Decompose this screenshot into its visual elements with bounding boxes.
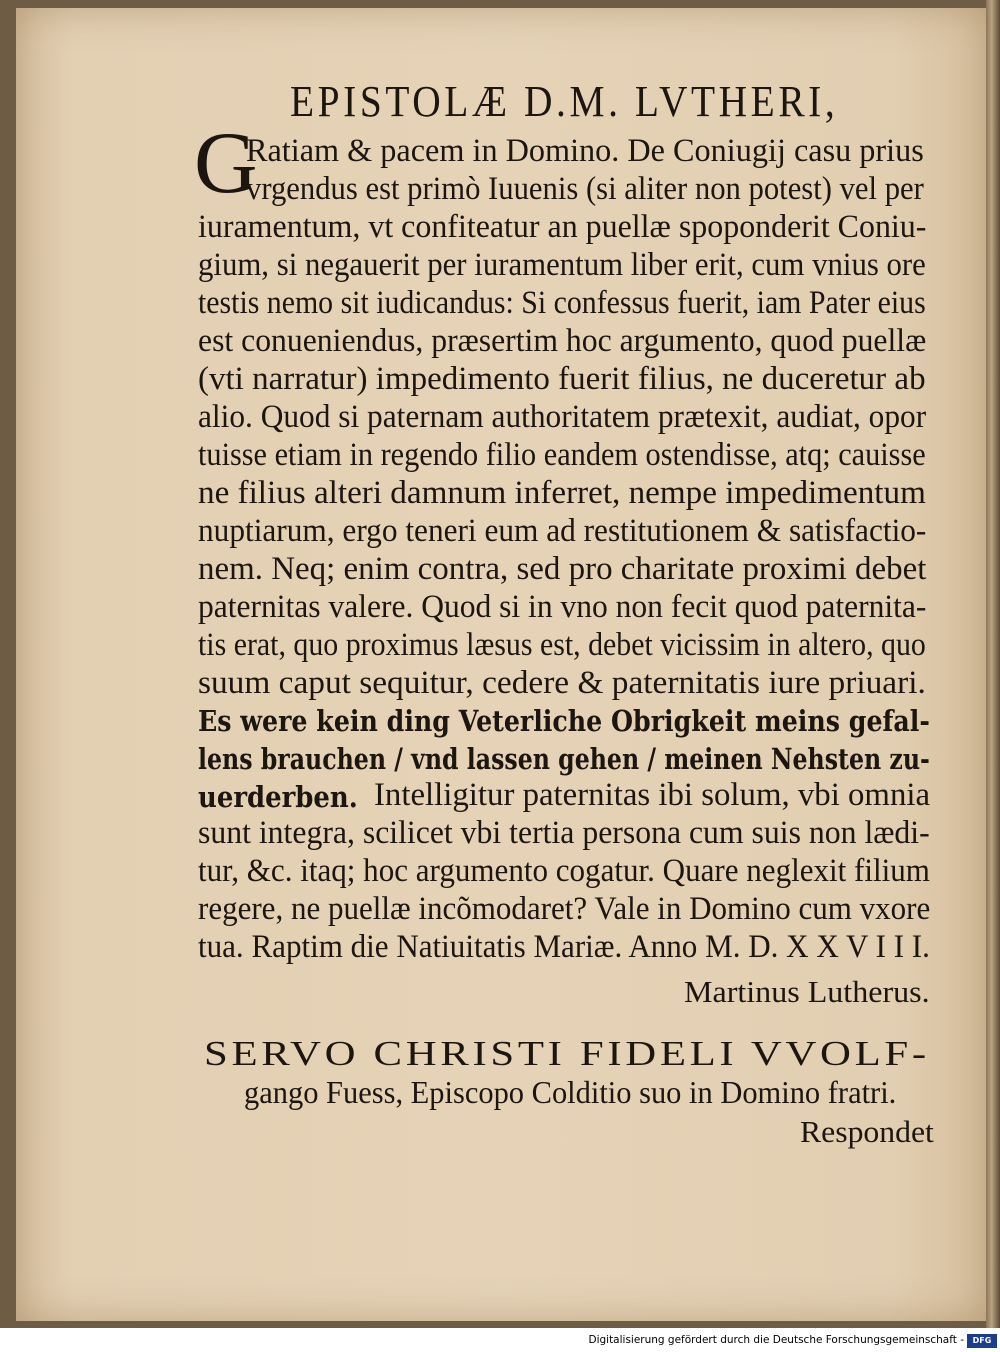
body-line: nem. Neq; enim contra, sed pro charitate proximi debet — [198, 551, 927, 587]
body-line: tis erat, quo proximus læsus est, debet vicissim in altero, quo — [198, 627, 926, 663]
body-line: tur, &c. itaq; hoc argumento cogatur. Quare neglexit filium — [198, 853, 930, 889]
body-line: tua. Raptim die Natiuitatis Mariæ. Anno M. D. X X V I I I. — [198, 929, 930, 965]
german-quote-line: uerderben. — [198, 780, 358, 814]
address-line: gango Fuess, Episcopo Colditio suo in Domino fratri. — [244, 1074, 897, 1110]
body-line: testis nemo sit iudicandus: Si confessus fuerit, iam Pater eius — [198, 285, 926, 321]
body-line: paternitas valere. Quod si in vno non fecit quod paternita- — [198, 589, 927, 625]
digitization-credit: Digitalisierung gefördert durch die Deutsche Forschungsgemeinschaft - — [588, 1334, 964, 1346]
body-line: (vti narratur) impedimento fuerit filius, ne duceretur ab — [198, 361, 926, 397]
body-line: suum caput sequitur, cedere & paternitatis iure priuari. — [198, 665, 926, 701]
body-line: ne filius alteri damnum inferret, nempe impedimentum — [198, 475, 926, 511]
signature: Martinus Lutherus. — [684, 974, 930, 1009]
body-line: nuptiarum, ergo teneri eum ad restitutionem & satisfactio- — [198, 513, 927, 549]
german-quote-line: lens brauchen / vnd lassen gehen / meinen Nehsten zu- — [198, 742, 930, 776]
body-line: regere, ne puellæ incõmodaret? Vale in Domino cum vxore — [198, 891, 931, 927]
body-line: gium, si negauerit per iuramentum liber erit, cum vnius ore — [198, 247, 926, 283]
body-line: Intelligitur paternitas ibi solum, vbi omnia — [374, 777, 931, 813]
body-line: vrgendus est primò Iuuenis (si aliter non potest) vel per — [246, 171, 924, 207]
body-line: sunt integra, scilicet vbi tertia persona cum suis non lædi- — [198, 815, 930, 851]
address-line: SERVO CHRISTI FIDELI VVOLF- — [204, 1034, 930, 1073]
body-line: tuisse etiam in regendo filio eandem ostendisse, atq; cauisse — [198, 437, 926, 473]
catchword: Respondet — [800, 1114, 934, 1149]
body-line: Ratiam & pacem in Domino. De Coniugij casu prius — [246, 133, 924, 169]
drop-cap-initial: G — [194, 115, 258, 212]
running-head: EPISTOLÆ D.M. LVTHERI, — [290, 77, 839, 126]
body-line: est conueniendus, præsertim hoc argumento, quod puellæ — [198, 323, 927, 359]
dfg-logo: DFG — [967, 1334, 997, 1348]
german-quote-line: Es were kein ding Veterliche Obrigkeit meins gefal- — [198, 704, 930, 738]
page-edge — [986, 0, 1000, 1328]
body-line: alio. Quod si paternam authoritatem prætexit, audiat, opor — [198, 399, 927, 435]
body-line: iuramentum, vt confiteatur an puellæ spoponderit Coniu- — [198, 209, 927, 245]
